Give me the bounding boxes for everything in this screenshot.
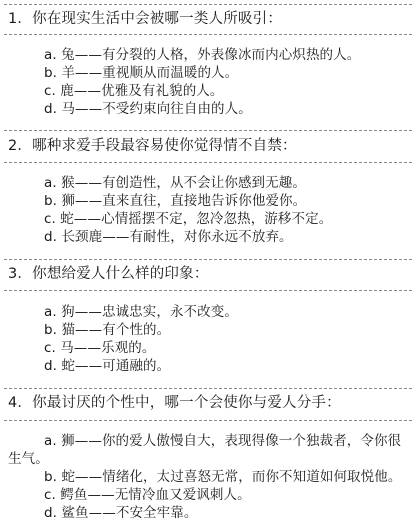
divider xyxy=(4,4,412,5)
question-1-option-d: d. 马——不受约束向往自由的人。 xyxy=(44,101,252,117)
divider xyxy=(4,259,412,260)
question-3-option-d: d. 蛇——可通融的。 xyxy=(44,358,171,374)
question-4-option-c: c. 鳄鱼——无情冷血又爱讽刺人。 xyxy=(44,487,251,503)
question-1-option-b: b. 羊——重视顺从而温暖的人。 xyxy=(44,65,239,81)
question-3-option-b: b. 猫——有个性的。 xyxy=(44,322,171,338)
divider xyxy=(4,420,412,421)
question-3-option-c: c. 马——乐观的。 xyxy=(44,340,156,356)
divider xyxy=(4,290,412,291)
question-3-option-a: a. 狗——忠诚忠实，永不改变。 xyxy=(44,304,238,320)
question-4-option-a: a. 狮——你的爱人傲慢自大，表现得像一个独裁者，令你很生气。 xyxy=(8,433,402,467)
question-4-option-d: d. 鲨鱼——不安全牢靠。 xyxy=(44,505,198,521)
question-2-option-c: c. 蛇——心情摇摆不定，忽冷忽热，游移不定。 xyxy=(44,211,333,227)
question-2-option-d: d. 长颈鹿——有耐性，对你永远不放弃。 xyxy=(44,229,293,245)
question-1-option-a: a. 兔——有分裂的人格，外表像冰而内心炽热的人。 xyxy=(44,47,361,63)
question-1-title: 1．你在现实生活中会被哪一类人所吸引： xyxy=(8,11,283,27)
question-2-option-b: b. 狮——直来直往，直接地告诉你他爱你。 xyxy=(44,193,307,209)
divider xyxy=(4,130,412,131)
divider xyxy=(4,388,412,389)
question-1-option-c: c. 鹿——优雅及有礼貌的人。 xyxy=(44,83,224,99)
divider xyxy=(4,162,412,163)
question-4-title: 4．你最讨厌的个性中，哪一个会使你与爱人分手： xyxy=(8,395,341,411)
question-3-title: 3．你想给爱人什么样的印象： xyxy=(8,266,209,282)
divider xyxy=(4,34,412,35)
question-2-title: 2．哪种求爱手段最容易使你觉得情不自禁： xyxy=(8,138,297,154)
question-4-option-b: b. 蛇——情绪化，太过喜怒无常，而你不知道如何取悦他。 xyxy=(44,469,402,485)
question-2-option-a: a. 猴——有创造性，从不会让你感到无趣。 xyxy=(44,175,306,191)
